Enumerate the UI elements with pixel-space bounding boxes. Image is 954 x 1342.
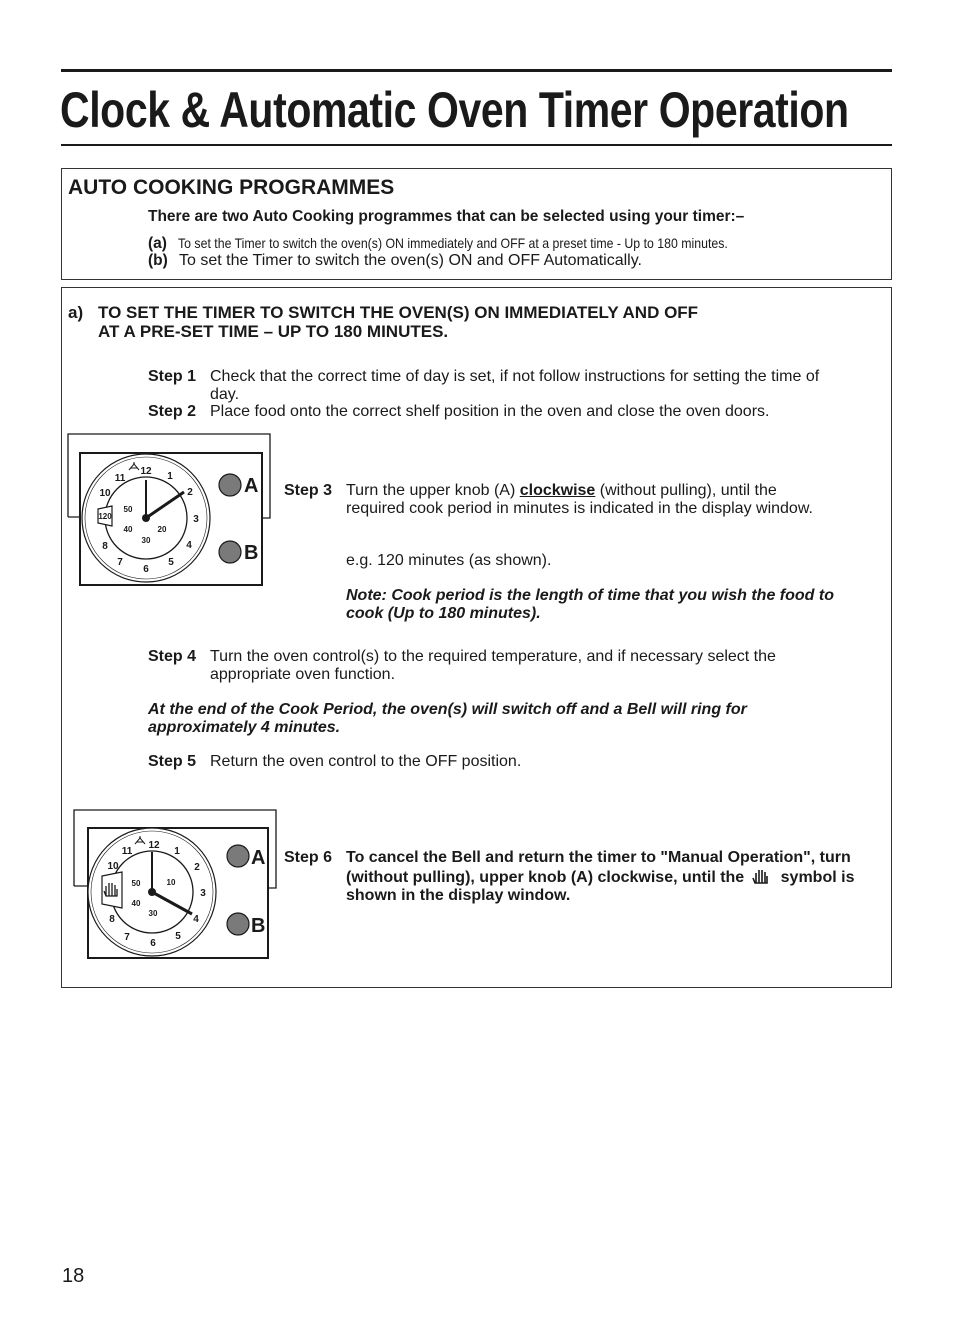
step5-text: Return the oven control to the OFF position. <box>210 753 522 770</box>
step6-label: Step 6 <box>284 849 333 866</box>
title-rule-top <box>61 69 892 72</box>
dial1-minute-50: 50 <box>123 505 133 514</box>
step3-text <box>346 482 831 517</box>
dial1-display-value: 120 <box>98 512 112 521</box>
step3-emphasis: clockwise <box>519 482 596 499</box>
dial1-hour-4: 4 <box>186 540 192 551</box>
dial1-minute-40: 40 <box>123 525 133 534</box>
dial2-hour-12: 12 <box>148 840 160 851</box>
section-heading: AUTO COOKING PROGRAMMES <box>68 176 395 199</box>
dial2-hour-4: 4 <box>193 914 199 925</box>
knob-b <box>219 541 241 563</box>
dial1-hour-10: 10 <box>99 488 111 499</box>
step2-label: Step 2 <box>148 403 197 420</box>
page-number: 18 <box>62 1265 85 1287</box>
timer-diagram-1 <box>62 430 284 592</box>
dial2-hour-2: 2 <box>194 862 200 873</box>
dial1-hour-2: 2 <box>187 487 193 498</box>
dial2-hour-6: 6 <box>150 938 156 949</box>
section-a-marker: a) <box>68 303 84 322</box>
knob-a <box>219 474 241 496</box>
dial2-minute-40: 40 <box>131 899 141 908</box>
intro-item-b-marker: (b) <box>148 252 168 269</box>
dial2-hour-5: 5 <box>175 931 181 942</box>
step3-text-before: Turn the upper knob (A) <box>346 482 520 499</box>
dial2-hour-1: 1 <box>174 846 180 857</box>
step2-text: Place food onto the correct shelf position in the oven and close the oven doors. <box>210 403 770 420</box>
intro-item-b-text: To set the Timer to switch the oven(s) ON and OFF Automatically. <box>179 252 642 269</box>
title-rule-bottom <box>61 144 892 146</box>
dial1-minute-20: 20 <box>157 525 167 534</box>
dial1-hour-7: 7 <box>117 557 123 568</box>
intro-item-a-text: To set the Timer to switch the oven(s) ON immediately and OFF at a preset time - Up to 180 minutes. <box>178 235 728 251</box>
step1-label: Step 1 <box>148 368 197 385</box>
dial1-hour-1: 1 <box>167 471 173 482</box>
knob-a-label: A <box>244 475 259 497</box>
dial2-hour-3: 3 <box>200 888 206 899</box>
dial1-minute-30: 30 <box>141 536 151 545</box>
page-title: Clock & Automatic Oven Timer Operation <box>60 82 849 138</box>
step3-label: Step 3 <box>284 482 333 499</box>
dial1-hour-5: 5 <box>168 557 174 568</box>
dial2-hour-7: 7 <box>124 932 130 943</box>
dial2-minute-30: 30 <box>148 909 158 918</box>
dial1-hour-11: 11 <box>114 473 126 484</box>
step6-text-before: To cancel the Bell and return the timer to "Manual Operation", turn (without pulling), upper knob (A) clockwise, until the <box>346 849 851 886</box>
intro-item-a-marker: (a) <box>148 235 167 252</box>
dial2-hour-11: 11 <box>121 846 133 857</box>
step1-text: Check that the correct time of day is set, if not follow instructions for setting the time of day. <box>210 368 820 403</box>
dial1-hour-8: 8 <box>102 541 108 552</box>
dial1-hour-12: 12 <box>140 466 152 477</box>
section-a-heading-line1: TO SET THE TIMER TO SWITCH THE OVEN(S) ON IMMEDIATELY AND OFF <box>98 303 699 322</box>
dial2-minute-10: 10 <box>166 878 176 887</box>
intro-lead: There are two Auto Cooking programmes that can be selected using your timer:– <box>148 208 745 225</box>
hand-icon <box>750 867 772 887</box>
step3-example: e.g. 120 minutes (as shown). <box>346 552 552 569</box>
end-of-cook-note: At the end of the Cook Period, the oven(s) will switch off and a Bell will ring for approximately 4 minutes. <box>148 701 747 736</box>
step6-text-after: symbol is shown in the display window. <box>346 868 855 904</box>
knob-b-2-label: B <box>251 915 266 937</box>
dial2-hour-8: 8 <box>109 914 115 925</box>
knob-a-2-label: A <box>251 847 266 869</box>
step6-text <box>346 849 871 904</box>
knob-b-2 <box>227 913 249 935</box>
knob-a-2 <box>227 845 249 867</box>
dial2-minute-50: 50 <box>131 879 141 888</box>
step3-note: Note: Cook period is the length of time that you wish the food to cook (Up to 180 minutes). <box>346 587 834 622</box>
step4-label: Step 4 <box>148 648 197 665</box>
step3-text-after: (without pulling), until the required cook period in minutes is indicated in the display window. <box>346 482 813 517</box>
timer-diagram-2 <box>68 806 290 966</box>
dial2-hour-10: 10 <box>107 861 119 872</box>
dial1-hour-6: 6 <box>143 564 149 575</box>
dial1-hour-3: 3 <box>193 514 199 525</box>
step4-text: Turn the oven control(s) to the required temperature, and if necessary select the appropriate oven function. <box>210 648 776 683</box>
knob-b-label: B <box>244 542 259 564</box>
step5-label: Step 5 <box>148 753 197 770</box>
section-a-heading-line2: AT A PRE-SET TIME – UP TO 180 MINUTES. <box>98 322 449 341</box>
